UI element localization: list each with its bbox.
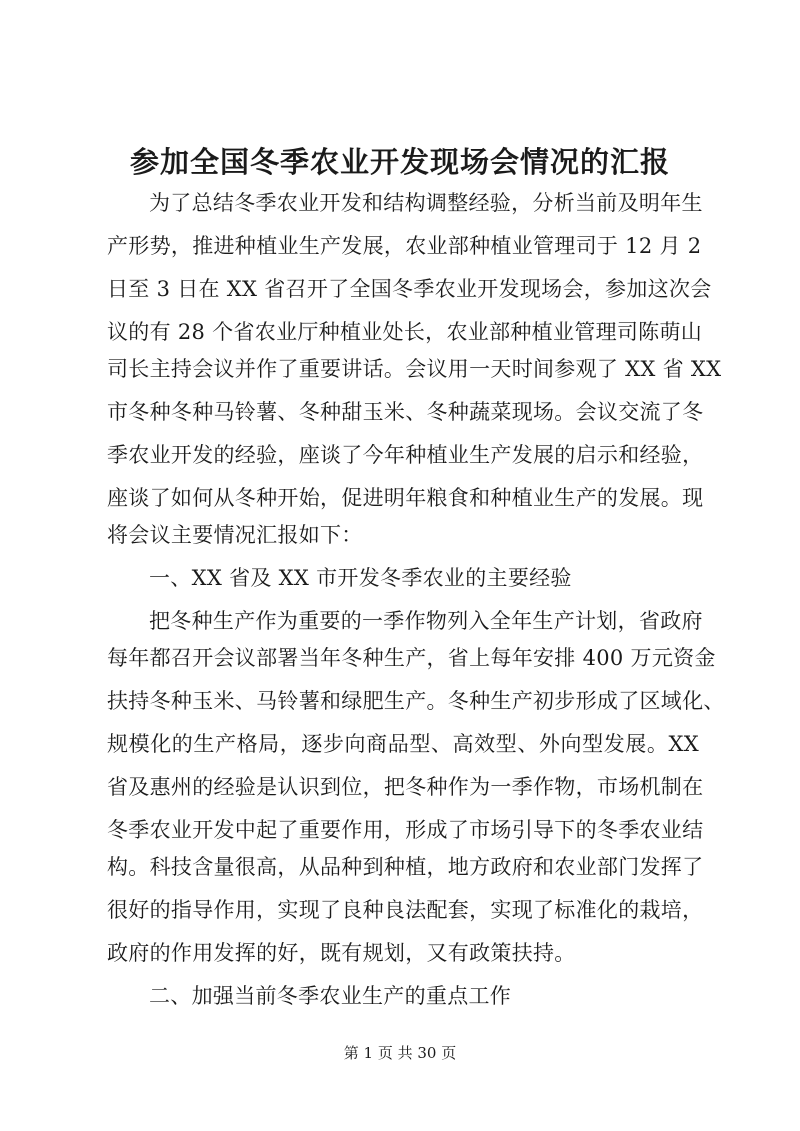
paragraph-line: 为了总结冬季农业开发和结构调整经验，分析当前及明年生 <box>149 191 703 215</box>
page-number-footer: 第 1 页 共 30 页 <box>343 1044 457 1062</box>
paragraph-line: 省及惠州的经验是认识到位，把冬种作为一季作物，市场机制在 <box>107 775 704 799</box>
section-heading-2: 二、加强当前冬季农业生产的重点工作 <box>149 984 512 1008</box>
document-title: 参加全国冬季农业开发现场会情况的汇报 <box>129 145 670 179</box>
paragraph-line: 冬季农业开发中起了重要作用，形成了市场引导下的冬季农业结 <box>107 818 704 842</box>
paragraph-line: 很好的指导作用，实现了良种良法配套，实现了标准化的栽培， <box>107 898 704 922</box>
section-heading-1: 一、XX 省及 XX 市开发冬季农业的主要经验 <box>149 566 572 590</box>
paragraph-line: 政府的作用发挥的好，既有规划，又有政策扶持。 <box>107 941 576 965</box>
paragraph-line: 产形势，推进种植业生产发展，农业部种植业管理司于 12 月 2 <box>107 234 702 258</box>
paragraph-line: 市冬种冬种马铃薯、冬种甜玉米、冬种蔬菜现场。会议交流了冬 <box>107 400 704 424</box>
paragraph-line: 扶持冬种玉米、马铃薯和绿肥生产。冬种生产初步形成了区域化、 <box>107 689 725 713</box>
paragraph-line: 议的有 28 个省农业厅种植业处长，农业部种植业管理司陈萌山 <box>107 320 703 344</box>
paragraph-line: 座谈了如何从冬种开始，促进明年粮食和种植业生产的发展。现 <box>107 486 704 510</box>
paragraph-line: 每年都召开会议部署当年冬种生产，省上每年安排 400 万元资金 <box>107 646 716 670</box>
paragraph-line: 将会议主要情况汇报如下： <box>107 523 363 547</box>
paragraph-line: 季农业开发的经验，座谈了今年种植业生产发展的启示和经验， <box>107 443 704 467</box>
paragraph-line: 把冬种生产作为重要的一季作物列入全年生产计划，省政府 <box>149 609 703 633</box>
paragraph-line: 司长主持会议并作了重要讲话。会议用一天时间参观了 XX 省 XX <box>107 357 722 381</box>
paragraph-line: 规模化的生产格局，逐步向商品型、高效型、外向型发展。XX <box>107 732 699 756</box>
paragraph-line: 日至 3 日在 XX 省召开了全国冬季农业开发现场会，参加这次会 <box>107 277 712 301</box>
paragraph-line: 构。科技含量很高，从品种到种植，地方政府和农业部门发挥了 <box>107 855 704 879</box>
